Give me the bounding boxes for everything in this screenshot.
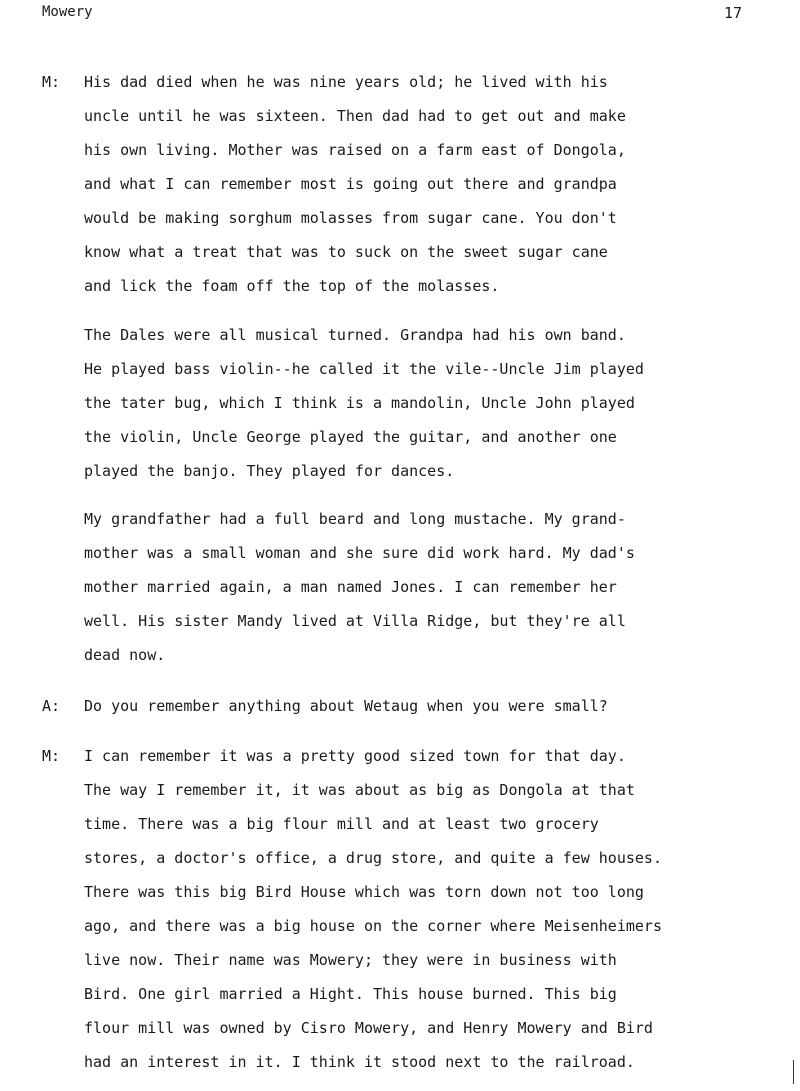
text-line: and lick the foam off the top of the molasses.	[84, 277, 500, 295]
text-line: well. His sister Mandy lived at Villa Ridge, but they're all	[84, 612, 626, 630]
text-line: His dad died when he was nine years old; he lived with his	[84, 73, 608, 91]
text-line: My grandfather had a full beard and long mustache. My grand-	[84, 510, 626, 528]
text-line: time. There was a big flour mill and at least two grocery	[84, 815, 599, 833]
text-line: stores, a doctor's office, a drug store, and quite a few houses.	[84, 849, 662, 867]
text-line: played the banjo. They played for dances.	[84, 462, 455, 480]
text-line: the violin, Uncle George played the guitar, and another one	[84, 428, 617, 446]
text-line: had an interest in it. I think it stood next to the railroad.	[84, 1053, 635, 1071]
speaker-label: A:	[42, 697, 61, 715]
transcript-paragraph	[84, 689, 784, 723]
text-line: mother married again, a man named Jones. I can remember her	[84, 578, 617, 596]
page-header	[42, 4, 742, 24]
transcript-paragraph	[84, 739, 784, 1079]
text-line: The Dales were all musical turned. Grandpa had his own band.	[84, 326, 626, 344]
text-line: There was this big Bird House which was torn down not too long	[84, 883, 644, 901]
text-line: the tater bug, which I think is a mandolin, Uncle John played	[84, 394, 635, 412]
text-line: Do you remember anything about Wetaug when you were small?	[84, 697, 608, 715]
text-line: mother was a small woman and she sure did work hard. My dad's	[84, 544, 635, 562]
text-line: ago, and there was a big house on the corner where Meisenheimers	[84, 917, 662, 935]
text-line: I can remember it was a pretty good sized town for that day.	[84, 747, 626, 765]
page-edge-mark	[793, 1060, 800, 1084]
header-interviewee-name: Mowery	[42, 4, 93, 20]
text-line: He played bass violin--he called it the vile--Uncle Jim played	[84, 360, 644, 378]
page-number: 17	[723, 4, 742, 22]
transcript-paragraph	[84, 502, 784, 672]
text-line: flour mill was owned by Cisro Mowery, and Henry Mowery and Bird	[84, 1019, 653, 1037]
text-line: his own living. Mother was raised on a farm east of Dongola,	[84, 141, 626, 159]
text-line: Bird. One girl married a Hight. This house burned. This big	[84, 985, 617, 1003]
text-line: live now. Their name was Mowery; they were in business with	[84, 951, 617, 969]
text-line: dead now.	[84, 646, 166, 664]
transcript-paragraph	[84, 318, 784, 488]
text-line: and what I can remember most is going out there and grandpa	[84, 175, 617, 193]
speaker-label: M:	[42, 73, 61, 91]
transcript-paragraph	[84, 65, 784, 303]
text-line: know what a treat that was to suck on the sweet sugar cane	[84, 243, 608, 261]
text-line: would be making sorghum molasses from sugar cane. You don't	[84, 209, 617, 227]
text-line: The way I remember it, it was about as big as Dongola at that	[84, 781, 635, 799]
text-line: uncle until he was sixteen. Then dad had to get out and make	[84, 107, 626, 125]
speaker-label: M:	[42, 747, 61, 765]
